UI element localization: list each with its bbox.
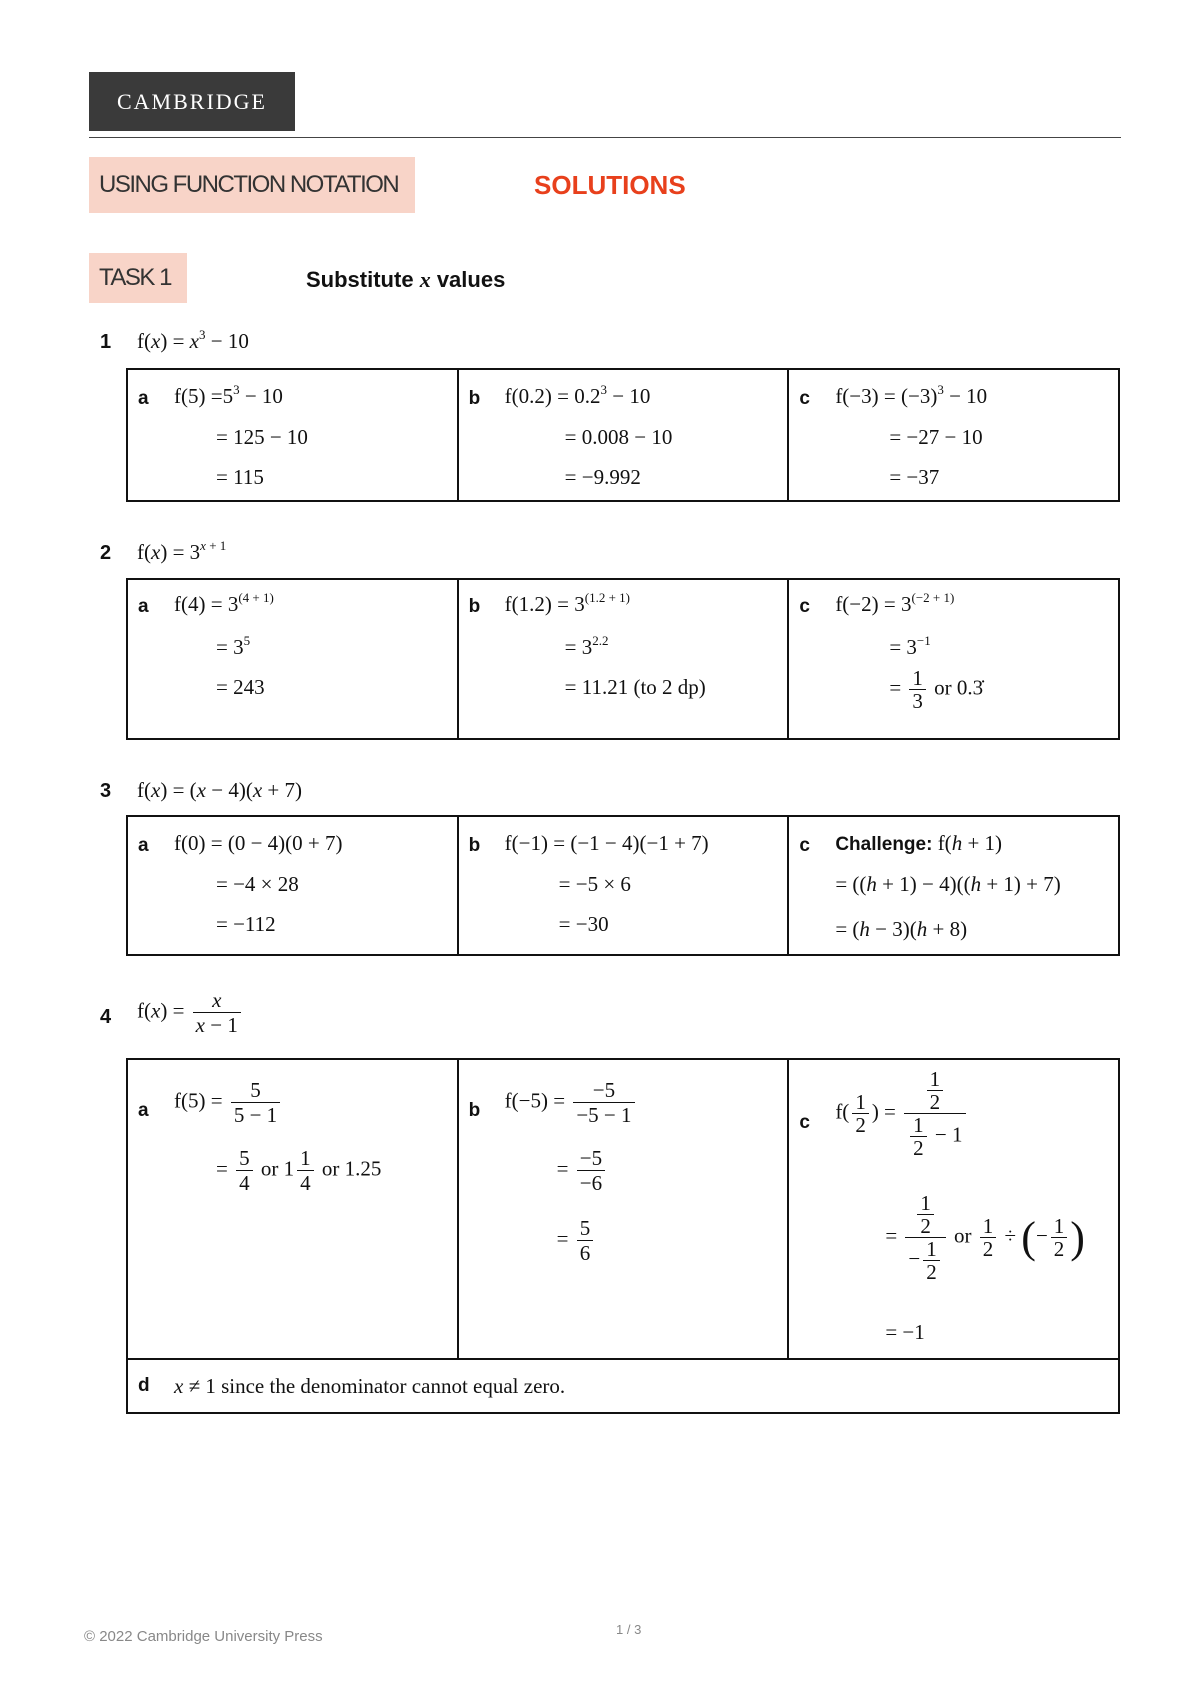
part-label-c: c [799, 1112, 810, 1133]
part-label-b: b [468, 388, 481, 409]
q2a-line3: = 243 [216, 675, 265, 699]
q4a-line2: = $\frac{5}{4}$ or 1 $\frac{1}{4}$ or 1.25 [216, 1146, 382, 1195]
q4d-text: x ≠ 1 since the denominator cannot equal zero. [174, 1374, 566, 1398]
q2-part-a [127, 579, 458, 739]
q2b-line1: $f(1.2) = 3^{(1.2 + 1)}$ [504, 590, 630, 616]
task-title-var: x [419, 267, 431, 292]
question-number: 1 [100, 331, 112, 353]
q2a-line2: = $3^5$ [216, 633, 251, 659]
solutions-heading: SOLUTIONS [534, 170, 686, 200]
q4c-line2: = $\frac{1}{2}$ − $\frac{1}{2}$ or $\frac{1}{2}$ ÷ (− $\frac{1}{2}$ ) [885, 1191, 1085, 1284]
question-1-function: $f(x) = x^3 - 10$ [137, 327, 249, 353]
q4b-line3: = $\frac{5}{6}$ [557, 1216, 597, 1265]
question-3-function: f(x) = (x − 4)(x + 7) [137, 778, 303, 802]
part-label-c: c [799, 388, 810, 409]
copyright-footer: © 2022 Cambridge University Press [84, 1628, 323, 1645]
part-label-b: b [468, 835, 481, 856]
q4-part-a [127, 1059, 458, 1359]
q4-part-d [127, 1359, 1119, 1413]
q4-part-c [788, 1059, 1119, 1359]
q1b-line3: = −9.992 [564, 465, 641, 489]
q2c-line3: = $\frac{1}{3}$ or 0.3̇ [889, 666, 984, 713]
q2c-line1: $f(-2) = 3^{(-2 + 1)}$ [835, 590, 955, 616]
task-title [306, 267, 505, 293]
question-number: 2 [100, 542, 112, 564]
part-label-c: c [799, 835, 810, 856]
q1b-line2: = 0.008 − 10 [564, 425, 673, 449]
question-number: 3 [100, 780, 112, 802]
q2-part-b [458, 579, 789, 739]
q3c-line1: Challenge: f(h + 1) [835, 831, 1003, 855]
q4c-line1: f( $\frac{1}{2}$ ) = $\frac{1}{2}$ $\frac{1}{2}$ − 1 [835, 1068, 968, 1159]
part-label-d: d [138, 1375, 150, 1396]
task-tag [89, 253, 187, 303]
q3b-line3: = −30 [558, 912, 609, 936]
q1b-line1: $f(0.2) = 0.2^3 - 10$ [504, 382, 651, 408]
q4b-line1: f(−5) = $\frac{-5}{-5 - 1}$ [505, 1078, 638, 1127]
q4-part-b [458, 1059, 789, 1359]
challenge-label: Challenge: [835, 834, 933, 855]
q1-part-c [788, 369, 1119, 501]
page-number: 1 / 3 [616, 1622, 642, 1637]
q2c-line2: = $3^{-1}$ [889, 633, 931, 659]
q1c-line1: $f(-3) = (-3)^3 - 10$ [835, 382, 988, 408]
q4a-line1: f(5) = $\frac{5}{5 - 1}$ [174, 1078, 283, 1127]
q3c-line2: = ((h + 1) − 4)((h + 1) + 7) [835, 872, 1061, 896]
question-3-table [126, 815, 1120, 956]
q4b-line2: = $\frac{-5}{-6}$ [557, 1146, 608, 1195]
q3-part-a [127, 816, 458, 955]
question-2-function: $f(x) = 3^{x + 1}$ [137, 538, 227, 564]
q3-part-c [788, 816, 1119, 955]
part-label-b: b [468, 596, 481, 617]
q1a-line2: = 125 − 10 [216, 425, 308, 449]
q3-part-b [458, 816, 789, 955]
q3b-line2: = −5 × 6 [558, 872, 631, 896]
part-label-b: b [468, 1100, 481, 1121]
cambridge-logo [89, 72, 295, 131]
q1a-line3: = 115 [216, 465, 264, 489]
part-label-c: c [799, 596, 810, 617]
question-2-table [126, 578, 1120, 740]
q1a-line1: $f(5) =5^3 - 10$ [174, 382, 283, 408]
q2b-line3: = 11.21 (to 2 dp) [564, 675, 706, 699]
q1c-line3: = −37 [889, 465, 940, 489]
q3c-line3: = (h − 3)(h + 8) [835, 917, 968, 941]
header-rule [89, 137, 1121, 138]
part-label-a: a [138, 388, 149, 409]
topic-tag-text: USING FUNCTION NOTATION [99, 171, 399, 198]
task-title-suffix: values [436, 267, 506, 292]
q4d-explanation: since the denominator cannot equal zero. [221, 1374, 566, 1398]
part-label-a: a [138, 596, 149, 617]
q1c-line2: = −27 − 10 [889, 425, 983, 449]
logo-text: CAMBRIDGE [116, 88, 267, 114]
topic-tag [89, 157, 415, 213]
q3a-line3: = −112 [216, 912, 276, 936]
q3a-line2: = −4 × 28 [216, 872, 299, 896]
q2-part-c [788, 579, 1119, 739]
part-label-a: a [138, 1100, 149, 1121]
task-tag-text: TASK 1 [99, 264, 171, 291]
q1-part-a [127, 369, 458, 501]
question-1-table [126, 368, 1120, 502]
question-4-function: f(x) = $\frac{x}{x - 1}$ [137, 988, 244, 1037]
question-number: 4 [100, 1006, 112, 1028]
q2b-line2: = $3^{2.2}$ [564, 633, 609, 659]
q3b-line1: f(−1) = (−1 − 4)(−1 + 7) [504, 831, 709, 855]
task-title-prefix: Substitute [306, 267, 414, 292]
part-label-a: a [138, 835, 149, 856]
q3a-line1: f(0) = (0 − 4)(0 + 7) [174, 831, 343, 855]
q4c-line3: = −1 [885, 1320, 925, 1344]
question-4-table [126, 1058, 1120, 1414]
q1-part-b [458, 369, 789, 501]
q2a-line1: $f(4) = 3^{(4 + 1)}$ [174, 590, 274, 616]
